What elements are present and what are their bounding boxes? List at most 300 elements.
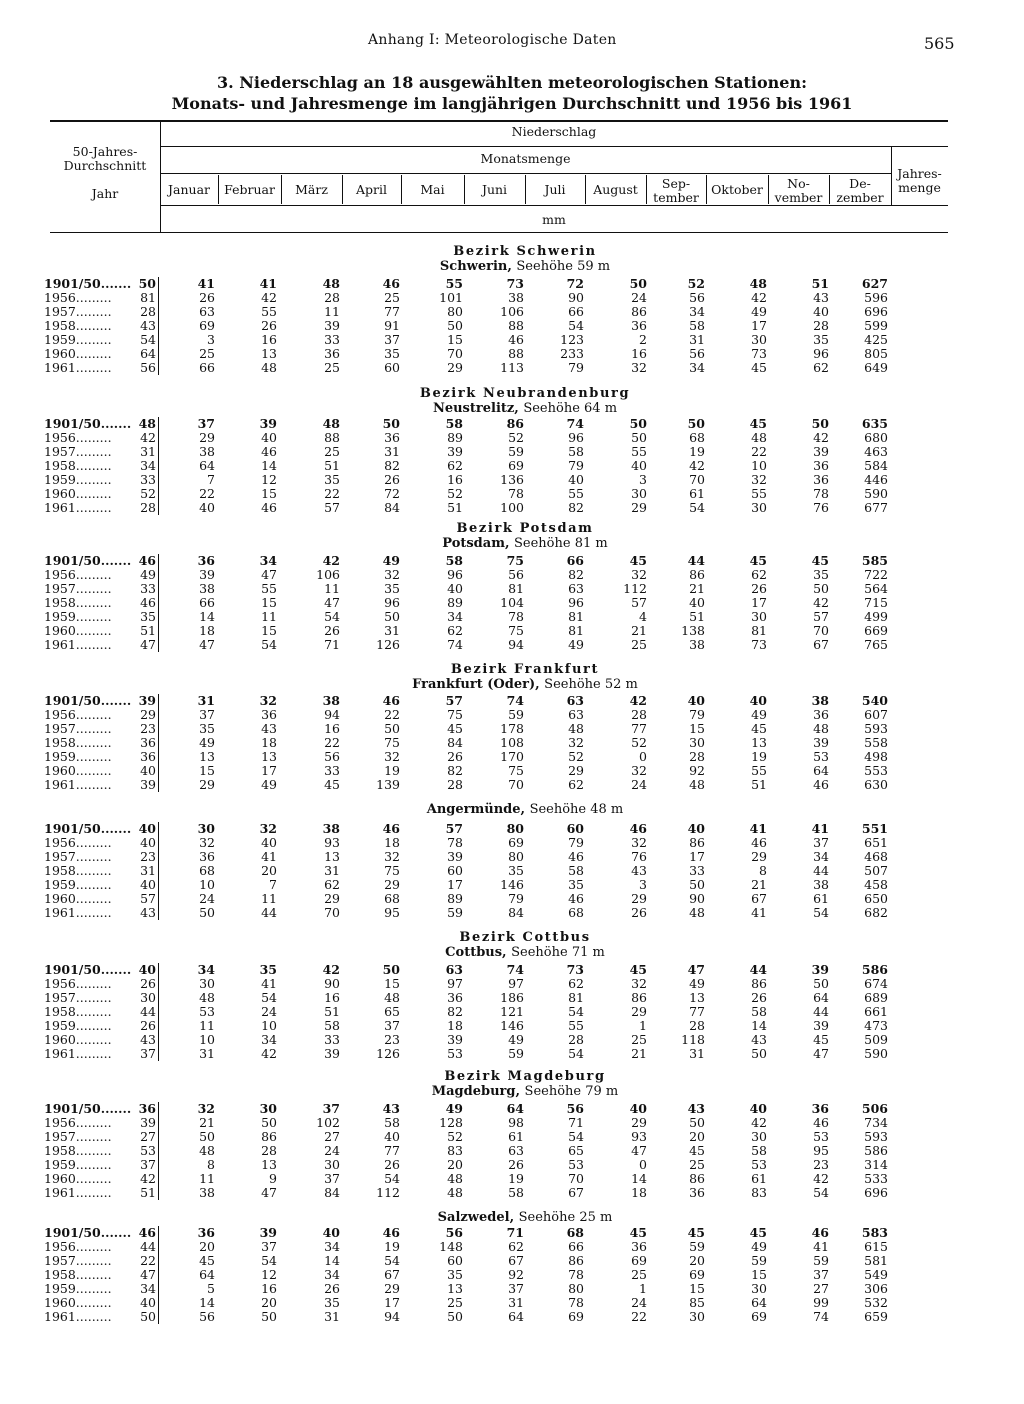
month-cell: 50 bbox=[629, 276, 647, 291]
month-cell: 56 bbox=[566, 1101, 584, 1116]
month-cell: 5 bbox=[207, 1281, 215, 1296]
month-cell: 138 bbox=[681, 623, 705, 638]
month-cell: 19 bbox=[689, 444, 705, 459]
month-cell: 62 bbox=[568, 976, 584, 991]
month-cell: 50 bbox=[261, 1115, 277, 1130]
month-cell: 60 bbox=[566, 821, 584, 836]
district-name: Bezirk Neubrandenburg bbox=[419, 386, 631, 401]
month-cell: 59 bbox=[813, 1253, 829, 1268]
month-cell: 40 bbox=[447, 581, 463, 596]
month-cell: 56 bbox=[689, 290, 705, 305]
month-cell: 36 bbox=[631, 1239, 647, 1254]
month-cell: 54 bbox=[568, 1046, 584, 1061]
month-cell: 45 bbox=[749, 553, 767, 568]
month-cell: 42 bbox=[751, 290, 767, 305]
year-row bbox=[0, 610, 1024, 624]
month-cell: 31 bbox=[508, 1295, 524, 1310]
month-cell: 25 bbox=[631, 1032, 647, 1047]
month-cell: 50 bbox=[689, 877, 705, 892]
month-cell: 42 bbox=[261, 290, 277, 305]
month-cell: 3 bbox=[207, 332, 215, 347]
month-cell: 42 bbox=[813, 1171, 829, 1186]
month-cell: 26 bbox=[384, 1157, 400, 1172]
month-cell: 36 bbox=[140, 749, 156, 764]
month-cell: 41 bbox=[261, 976, 277, 991]
month-cell: 22 bbox=[384, 707, 400, 722]
month-cell: 46 bbox=[813, 1115, 829, 1130]
month-cell: 25 bbox=[447, 1295, 463, 1310]
month-cell: 36 bbox=[447, 990, 463, 1005]
average-row bbox=[0, 554, 1024, 568]
month-cell: 50 bbox=[689, 1115, 705, 1130]
month-cell: 78 bbox=[813, 486, 829, 501]
month-cell: 16 bbox=[261, 332, 277, 347]
month-cell: 26 bbox=[140, 1018, 156, 1033]
year-row bbox=[0, 1033, 1024, 1047]
month-cell: 46 bbox=[382, 276, 400, 291]
month-cell: 81 bbox=[568, 609, 584, 624]
month-header: August bbox=[593, 182, 638, 197]
month-cell: 64 bbox=[199, 1267, 215, 1282]
month-cell: 43 bbox=[751, 1032, 767, 1047]
month-cell: 63 bbox=[566, 693, 584, 708]
annual-cell: 584 bbox=[864, 458, 888, 473]
year-label: 1960......... bbox=[44, 624, 112, 638]
month-cell: 13 bbox=[751, 735, 767, 750]
month-cell: 49 bbox=[199, 735, 215, 750]
annual-cell: 596 bbox=[864, 290, 888, 305]
month-cell: 32 bbox=[751, 472, 767, 487]
month-cell: 31 bbox=[199, 1046, 215, 1061]
month-cell: 71 bbox=[506, 1225, 524, 1240]
year-row bbox=[0, 736, 1024, 750]
month-cell: 93 bbox=[631, 1129, 647, 1144]
month-cell: 28 bbox=[140, 500, 156, 515]
year-row bbox=[0, 596, 1024, 610]
year-label: 1956......... bbox=[44, 1116, 112, 1130]
month-cell: 27 bbox=[324, 1129, 340, 1144]
month-cell: 45 bbox=[447, 721, 463, 736]
month-cell: 38 bbox=[322, 693, 340, 708]
month-cell: 99 bbox=[813, 1295, 829, 1310]
month-cell: 66 bbox=[568, 1239, 584, 1254]
year-row bbox=[0, 708, 1024, 722]
month-cell: 83 bbox=[447, 1143, 463, 1158]
month-cell: 40 bbox=[687, 821, 705, 836]
month-cell: 48 bbox=[749, 276, 767, 291]
month-cell: 1 bbox=[639, 1018, 647, 1033]
annual-cell: 715 bbox=[864, 595, 888, 610]
annual-cell: 661 bbox=[864, 1004, 888, 1019]
month-cell: 44 bbox=[813, 1004, 829, 1019]
year-label: 1901/50....... bbox=[44, 963, 132, 977]
month-cell: 48 bbox=[261, 360, 277, 375]
month-cell: 38 bbox=[813, 877, 829, 892]
year-label: 1956......... bbox=[44, 431, 112, 445]
month-cell: 85 bbox=[689, 1295, 705, 1310]
month-cell: 51 bbox=[140, 1185, 156, 1200]
month-cell: 53 bbox=[140, 1143, 156, 1158]
month-cell: 50 bbox=[629, 416, 647, 431]
unit-rule bbox=[160, 205, 948, 206]
month-cell: 62 bbox=[324, 877, 340, 892]
month-cell: 37 bbox=[199, 707, 215, 722]
month-cell: 33 bbox=[140, 472, 156, 487]
month-cell: 35 bbox=[199, 721, 215, 736]
month-cell: 57 bbox=[324, 500, 340, 515]
month-cell: 15 bbox=[261, 595, 277, 610]
month-cell: 40 bbox=[568, 472, 584, 487]
month-cell: 56 bbox=[445, 1225, 463, 1240]
month-cell: 50 bbox=[751, 1046, 767, 1061]
month-cell: 17 bbox=[447, 877, 463, 892]
unit-label: mm bbox=[542, 212, 566, 227]
month-cell: 47 bbox=[687, 962, 705, 977]
month-cell: 113 bbox=[500, 360, 524, 375]
month-cell: 44 bbox=[813, 863, 829, 878]
station-heading bbox=[160, 662, 890, 692]
month-cell: 61 bbox=[813, 891, 829, 906]
month-cell: 35 bbox=[140, 609, 156, 624]
month-cell: 48 bbox=[322, 416, 340, 431]
month-cell: 10 bbox=[261, 1018, 277, 1033]
month-cell: 40 bbox=[749, 693, 767, 708]
station-name: Neustrelitz, bbox=[432, 401, 519, 416]
month-cell: 39 bbox=[447, 849, 463, 864]
station-heading bbox=[160, 521, 890, 551]
month-cell: 40 bbox=[629, 1101, 647, 1116]
month-cell: 61 bbox=[689, 486, 705, 501]
stub-heading-line-1: 50-Jahres- bbox=[72, 144, 138, 159]
month-cell: 233 bbox=[560, 346, 584, 361]
month-cell: 61 bbox=[751, 1171, 767, 1186]
month-cell: 30 bbox=[751, 609, 767, 624]
month-cell: 45 bbox=[199, 1253, 215, 1268]
month-cell: 73 bbox=[566, 962, 584, 977]
month-cell: 48 bbox=[138, 416, 156, 431]
month-header: März bbox=[295, 182, 328, 197]
month-cell: 14 bbox=[199, 609, 215, 624]
month-cell: 68 bbox=[199, 863, 215, 878]
month-cell: 104 bbox=[500, 595, 524, 610]
running-header bbox=[0, 32, 1024, 52]
annual-cell: 473 bbox=[864, 1018, 888, 1033]
month-cell: 90 bbox=[568, 290, 584, 305]
month-cell: 55 bbox=[568, 1018, 584, 1033]
month-cell: 28 bbox=[813, 318, 829, 333]
year-label: 1961......... bbox=[44, 638, 112, 652]
month-cell: 60 bbox=[447, 863, 463, 878]
month-cell: 73 bbox=[751, 346, 767, 361]
month-cell: 29 bbox=[631, 1115, 647, 1130]
station-line bbox=[160, 1210, 890, 1225]
month-cell: 25 bbox=[631, 637, 647, 652]
station-elevation: Seehöhe 71 m bbox=[511, 945, 605, 960]
month-cell: 102 bbox=[316, 1115, 340, 1130]
month-cell: 66 bbox=[199, 360, 215, 375]
month-cell: 64 bbox=[506, 1101, 524, 1116]
annual-cell: 590 bbox=[864, 486, 888, 501]
month-cell: 24 bbox=[199, 891, 215, 906]
station-name: Potsdam, bbox=[442, 536, 510, 551]
month-cell: 34 bbox=[689, 360, 705, 375]
month-cell: 89 bbox=[447, 891, 463, 906]
month-cell: 89 bbox=[447, 595, 463, 610]
month-cell: 32 bbox=[631, 763, 647, 778]
month-cell: 36 bbox=[813, 707, 829, 722]
month-cell: 70 bbox=[568, 1171, 584, 1186]
month-cell: 40 bbox=[199, 500, 215, 515]
month-cell: 22 bbox=[751, 444, 767, 459]
month-cell: 69 bbox=[689, 1267, 705, 1282]
month-cell: 0 bbox=[639, 749, 647, 764]
month-cell: 14 bbox=[261, 458, 277, 473]
month-cell: 28 bbox=[261, 1143, 277, 1158]
month-cell: 13 bbox=[689, 990, 705, 1005]
month-cell: 14 bbox=[751, 1018, 767, 1033]
month-cell: 75 bbox=[506, 553, 524, 568]
month-cell: 79 bbox=[568, 458, 584, 473]
month-cell: 41 bbox=[813, 1239, 829, 1254]
month-cell: 34 bbox=[197, 962, 215, 977]
month-cell: 37 bbox=[813, 1267, 829, 1282]
year-row bbox=[0, 638, 1024, 652]
month-cell: 70 bbox=[324, 905, 340, 920]
month-cell: 106 bbox=[316, 567, 340, 582]
jahresmenge-heading-1: Jahres- bbox=[897, 166, 942, 181]
month-cell: 27 bbox=[140, 1129, 156, 1144]
month-header: Januar bbox=[168, 182, 210, 197]
month-cell: 86 bbox=[689, 1171, 705, 1186]
month-cell: 56 bbox=[199, 1309, 215, 1324]
annual-cell: 593 bbox=[864, 721, 888, 736]
month-cell: 13 bbox=[324, 849, 340, 864]
month-cell: 94 bbox=[324, 707, 340, 722]
month-cell: 74 bbox=[506, 693, 524, 708]
month-cell: 58 bbox=[445, 416, 463, 431]
month-cell: 26 bbox=[261, 318, 277, 333]
month-cell: 96 bbox=[813, 346, 829, 361]
month-cell: 54 bbox=[261, 1253, 277, 1268]
month-cell: 7 bbox=[207, 472, 215, 487]
month-cell: 36 bbox=[384, 430, 400, 445]
month-cell: 43 bbox=[382, 1101, 400, 1116]
year-label: 1957......... bbox=[44, 1254, 112, 1268]
month-cell: 43 bbox=[813, 290, 829, 305]
month-cell: 36 bbox=[140, 735, 156, 750]
month-cell: 29 bbox=[199, 777, 215, 792]
header-bottom-rule bbox=[50, 232, 948, 233]
annual-cell: 314 bbox=[864, 1157, 888, 1172]
month-cell: 44 bbox=[687, 553, 705, 568]
month-cell: 11 bbox=[324, 304, 340, 319]
year-label: 1959......... bbox=[44, 1158, 112, 1172]
month-cell: 63 bbox=[445, 962, 463, 977]
month-cell: 32 bbox=[631, 835, 647, 850]
month-cell: 78 bbox=[508, 486, 524, 501]
month-cell: 35 bbox=[324, 472, 340, 487]
annual-cell: 593 bbox=[864, 1129, 888, 1144]
month-cell: 25 bbox=[324, 444, 340, 459]
month-cell: 21 bbox=[631, 1046, 647, 1061]
month-cell: 40 bbox=[140, 763, 156, 778]
month-cell: 32 bbox=[631, 976, 647, 991]
month-cell: 21 bbox=[631, 623, 647, 638]
year-label: 1960......... bbox=[44, 892, 112, 906]
month-cell: 47 bbox=[140, 637, 156, 652]
month-cell: 25 bbox=[324, 360, 340, 375]
month-cell: 46 bbox=[138, 1225, 156, 1240]
month-cell: 59 bbox=[508, 707, 524, 722]
month-cell: 11 bbox=[261, 609, 277, 624]
table-top-rule bbox=[50, 120, 948, 122]
month-cell: 36 bbox=[197, 553, 215, 568]
month-cell: 30 bbox=[751, 1129, 767, 1144]
month-cell: 55 bbox=[261, 581, 277, 596]
month-cell: 31 bbox=[689, 1046, 705, 1061]
annual-cell: 651 bbox=[864, 835, 888, 850]
annual-cell: 509 bbox=[864, 1032, 888, 1047]
month-cell: 28 bbox=[324, 290, 340, 305]
annual-cell: 425 bbox=[864, 332, 888, 347]
month-cell: 37 bbox=[324, 1171, 340, 1186]
year-row bbox=[0, 1296, 1024, 1310]
annual-cell: 586 bbox=[861, 962, 888, 977]
month-cell: 81 bbox=[568, 990, 584, 1005]
month-cell: 23 bbox=[140, 721, 156, 736]
month-cell: 30 bbox=[751, 1281, 767, 1296]
month-cell: 95 bbox=[813, 1143, 829, 1158]
year-label: 1960......... bbox=[44, 1296, 112, 1310]
monatsmenge-heading: Monatsmenge bbox=[480, 151, 571, 166]
month-cell: 61 bbox=[508, 1129, 524, 1144]
year-label: 1901/50....... bbox=[44, 822, 132, 836]
month-cell: 88 bbox=[508, 318, 524, 333]
month-cell: 42 bbox=[140, 430, 156, 445]
district-name: Bezirk Schwerin bbox=[453, 244, 597, 259]
year-label: 1958......... bbox=[44, 1268, 112, 1282]
month-cell: 38 bbox=[811, 693, 829, 708]
station-elevation: Seehöhe 81 m bbox=[514, 536, 608, 551]
month-cell: 40 bbox=[140, 1295, 156, 1310]
month-cell: 43 bbox=[140, 905, 156, 920]
annual-cell: 540 bbox=[861, 693, 888, 708]
month-cell: 63 bbox=[568, 581, 584, 596]
year-label: 1956......... bbox=[44, 977, 112, 991]
annual-cell: 677 bbox=[864, 500, 888, 515]
month-cell: 48 bbox=[689, 905, 705, 920]
month-cell: 126 bbox=[376, 637, 400, 652]
month-cell: 17 bbox=[261, 763, 277, 778]
month-cell: 3 bbox=[639, 877, 647, 892]
month-cell: 108 bbox=[500, 735, 524, 750]
average-row bbox=[0, 1102, 1024, 1116]
month-cell: 93 bbox=[324, 835, 340, 850]
month-cell: 84 bbox=[508, 905, 524, 920]
station-heading bbox=[160, 802, 890, 817]
month-cell: 45 bbox=[689, 1143, 705, 1158]
month-cell: 52 bbox=[508, 430, 524, 445]
month-cell: 51 bbox=[324, 458, 340, 473]
annual-cell: 680 bbox=[864, 430, 888, 445]
month-cell: 49 bbox=[508, 1032, 524, 1047]
month-cell: 94 bbox=[384, 1309, 400, 1324]
month-cell: 26 bbox=[631, 905, 647, 920]
year-row bbox=[0, 864, 1024, 878]
month-cell: 55 bbox=[631, 444, 647, 459]
month-cell: 40 bbox=[261, 430, 277, 445]
page-number: 565 bbox=[924, 34, 955, 53]
month-cell: 11 bbox=[261, 891, 277, 906]
month-cell: 78 bbox=[508, 609, 524, 624]
annual-cell: 615 bbox=[864, 1239, 888, 1254]
month-cell: 32 bbox=[631, 360, 647, 375]
year-row bbox=[0, 361, 1024, 375]
month-cell: 22 bbox=[140, 1253, 156, 1268]
year-label: 1958......... bbox=[44, 1005, 112, 1019]
month-cell: 49 bbox=[568, 637, 584, 652]
month-cell: 38 bbox=[508, 290, 524, 305]
annual-cell: 650 bbox=[864, 891, 888, 906]
month-cell: 35 bbox=[813, 332, 829, 347]
year-row bbox=[0, 836, 1024, 850]
month-cell: 44 bbox=[749, 962, 767, 977]
month-cell: 38 bbox=[689, 637, 705, 652]
month-cell: 48 bbox=[199, 1143, 215, 1158]
month-cell: 67 bbox=[384, 1267, 400, 1282]
month-cell: 32 bbox=[384, 567, 400, 582]
year-row bbox=[0, 977, 1024, 991]
month-cell: 95 bbox=[384, 905, 400, 920]
annual-cell: 649 bbox=[864, 360, 888, 375]
month-cell: 32 bbox=[384, 749, 400, 764]
month-cell: 63 bbox=[199, 304, 215, 319]
annual-cell: 586 bbox=[864, 1143, 888, 1158]
month-cell: 47 bbox=[140, 1267, 156, 1282]
year-row bbox=[0, 764, 1024, 778]
month-cell: 15 bbox=[751, 1267, 767, 1282]
month-cell: 24 bbox=[261, 1004, 277, 1019]
annual-cell: 585 bbox=[861, 553, 888, 568]
month-cell: 20 bbox=[447, 1157, 463, 1172]
month-cell: 56 bbox=[508, 567, 524, 582]
month-cell: 39 bbox=[813, 735, 829, 750]
month-cell: 58 bbox=[445, 553, 463, 568]
month-cell: 60 bbox=[384, 360, 400, 375]
month-cell: 41 bbox=[259, 276, 277, 291]
station-line bbox=[160, 945, 890, 960]
month-cell: 30 bbox=[689, 1309, 705, 1324]
month-cell: 84 bbox=[447, 735, 463, 750]
month-cell: 35 bbox=[324, 1295, 340, 1310]
month-cell: 42 bbox=[751, 1115, 767, 1130]
month-cell: 42 bbox=[813, 595, 829, 610]
month-cell: 88 bbox=[324, 430, 340, 445]
annual-cell: 549 bbox=[864, 1267, 888, 1282]
month-cell: 73 bbox=[751, 637, 767, 652]
stub-heading-year: Jahr bbox=[91, 186, 119, 201]
month-cell: 86 bbox=[568, 1253, 584, 1268]
month-cell: 37 bbox=[508, 1281, 524, 1296]
jahresmenge-heading-2: menge bbox=[898, 180, 941, 195]
month-cell: 29 bbox=[631, 891, 647, 906]
month-cell: 112 bbox=[376, 1185, 400, 1200]
year-row bbox=[0, 1144, 1024, 1158]
month-cell: 20 bbox=[689, 1129, 705, 1144]
month-cell: 51 bbox=[751, 777, 767, 792]
month-cell: 80 bbox=[568, 1281, 584, 1296]
month-cell: 44 bbox=[140, 1004, 156, 1019]
